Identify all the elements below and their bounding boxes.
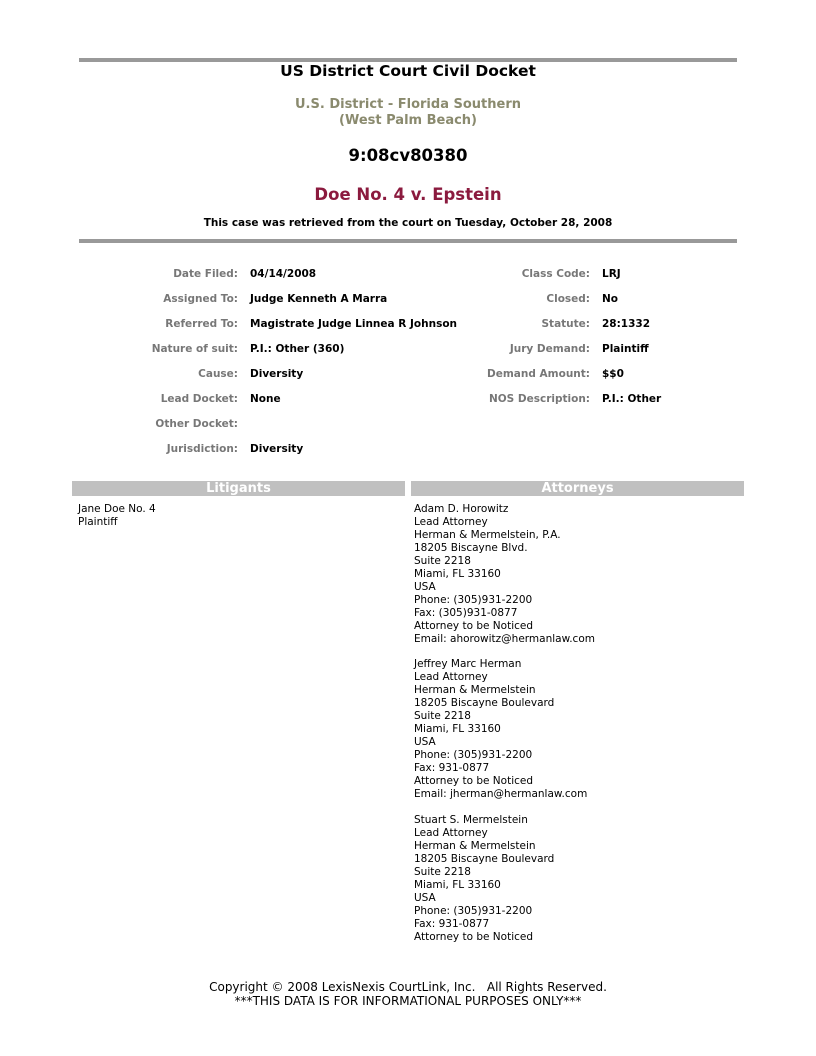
- attorney-street: 18205 Biscayne Boulevard: [414, 853, 555, 865]
- date-filed-value: 04/14/2008: [250, 268, 317, 280]
- statute-label: Statute:: [541, 318, 590, 330]
- nos-description-value: P.I.: Other: [602, 393, 662, 405]
- demand-amount-label: Demand Amount:: [487, 368, 590, 380]
- attorney-city: Miami, FL 33160: [414, 568, 501, 580]
- attorney-notice: Attorney to be Noticed: [414, 775, 534, 787]
- litigant-role: Plaintiff: [78, 516, 118, 528]
- court-line-2: (West Palm Beach): [339, 113, 477, 128]
- attorney-phone: Phone: (305)931-2200: [414, 594, 533, 606]
- attorney-designation: Lead Attorney: [414, 516, 488, 528]
- other-docket-label: Other Docket:: [155, 418, 238, 430]
- assigned-to-label: Assigned To:: [163, 293, 238, 305]
- attorney-firm: Herman & Mermelstein: [414, 840, 536, 852]
- nature-of-suit-label: Nature of suit:: [151, 343, 238, 355]
- cause-label: Cause:: [198, 368, 238, 380]
- litigant-name: Jane Doe No. 4: [78, 503, 156, 515]
- informational-notice: ***THIS DATA IS FOR INFORMATIONAL PURPOSES ONLY***: [234, 994, 582, 1008]
- attorney-notice: Attorney to be Noticed: [414, 620, 534, 632]
- statute-value: 28:1332: [602, 318, 651, 330]
- jury-demand-value: Plaintiff: [602, 343, 649, 355]
- attorney-suite: Suite 2218: [414, 710, 471, 722]
- attorney-firm: Herman & Mermelstein, P.A.: [414, 529, 561, 541]
- lead-docket-value: None: [250, 393, 281, 405]
- attorney-suite: Suite 2218: [414, 555, 471, 567]
- class-code-label: Class Code:: [521, 268, 590, 280]
- litigants-heading: Litigants: [72, 481, 405, 496]
- attorney-phone: Phone: (305)931-2200: [414, 749, 533, 761]
- jurisdiction-label: Jurisdiction:: [166, 443, 238, 455]
- footer: [0, 980, 816, 1008]
- attorney-country: USA: [414, 736, 436, 748]
- attorney-street: 18205 Biscayne Boulevard: [414, 697, 555, 709]
- docket-number: 9:08cv80380: [348, 146, 468, 165]
- court-name: [0, 97, 816, 129]
- attorney-email: Email: ahorowitz@hermanlaw.com: [414, 633, 595, 645]
- attorney-entry: [414, 658, 587, 801]
- attorney-country: USA: [414, 581, 436, 593]
- attorney-fax: Fax: 931-0877: [414, 762, 490, 774]
- copyright-text: Copyright © 2008 LexisNexis CourtLink, Inc. All Rights Reserved.: [209, 980, 607, 994]
- attorney-entry: [414, 814, 554, 944]
- jury-demand-label: Jury Demand:: [509, 343, 590, 355]
- attorney-street: 18205 Biscayne Blvd.: [414, 542, 528, 554]
- closed-label: Closed:: [546, 293, 590, 305]
- attorney-fax: Fax: (305)931-0877: [414, 607, 518, 619]
- jurisdiction-value: Diversity: [250, 443, 304, 455]
- litigant-entry: [78, 503, 156, 529]
- nos-description-label: NOS Description:: [488, 393, 590, 405]
- retrieved-date: This case was retrieved from the court on Tuesday, October 28, 2008: [203, 217, 613, 229]
- attorney-phone: Phone: (305)931-2200: [414, 905, 533, 917]
- attorney-country: USA: [414, 892, 436, 904]
- attorney-firm: Herman & Mermelstein: [414, 684, 536, 696]
- attorney-name: Adam D. Horowitz: [414, 503, 509, 515]
- referred-to-label: Referred To:: [165, 318, 238, 330]
- closed-value: No: [602, 293, 619, 305]
- court-line-1: U.S. District - Florida Southern: [295, 97, 521, 112]
- page-title: US District Court Civil Docket: [280, 62, 536, 80]
- attorney-city: Miami, FL 33160: [414, 723, 501, 735]
- attorney-city: Miami, FL 33160: [414, 879, 501, 891]
- cause-value: Diversity: [250, 368, 304, 380]
- attorney-name: Stuart S. Mermelstein: [414, 814, 528, 826]
- attorney-name: Jeffrey Marc Herman: [414, 658, 522, 670]
- header-divider: [79, 239, 737, 243]
- attorney-notice: Attorney to be Noticed: [414, 931, 534, 943]
- attorney-fax: Fax: 931-0877: [414, 918, 490, 930]
- attorneys-heading: Attorneys: [411, 481, 744, 496]
- attorney-suite: Suite 2218: [414, 866, 471, 878]
- attorney-entry: [414, 503, 595, 646]
- referred-to-value: Magistrate Judge Linnea R Johnson: [250, 318, 458, 330]
- attorney-designation: Lead Attorney: [414, 671, 488, 683]
- demand-amount-value: $$0: [602, 368, 624, 380]
- attorney-email: Email: jherman@hermanlaw.com: [414, 788, 588, 800]
- case-name: Doe No. 4 v. Epstein: [314, 185, 502, 204]
- attorney-designation: Lead Attorney: [414, 827, 488, 839]
- nature-of-suit-value: P.I.: Other (360): [250, 343, 345, 355]
- lead-docket-label: Lead Docket:: [160, 393, 238, 405]
- date-filed-label: Date Filed:: [173, 268, 238, 280]
- assigned-to-value: Judge Kenneth A Marra: [250, 293, 388, 305]
- class-code-value: LRJ: [602, 268, 621, 280]
